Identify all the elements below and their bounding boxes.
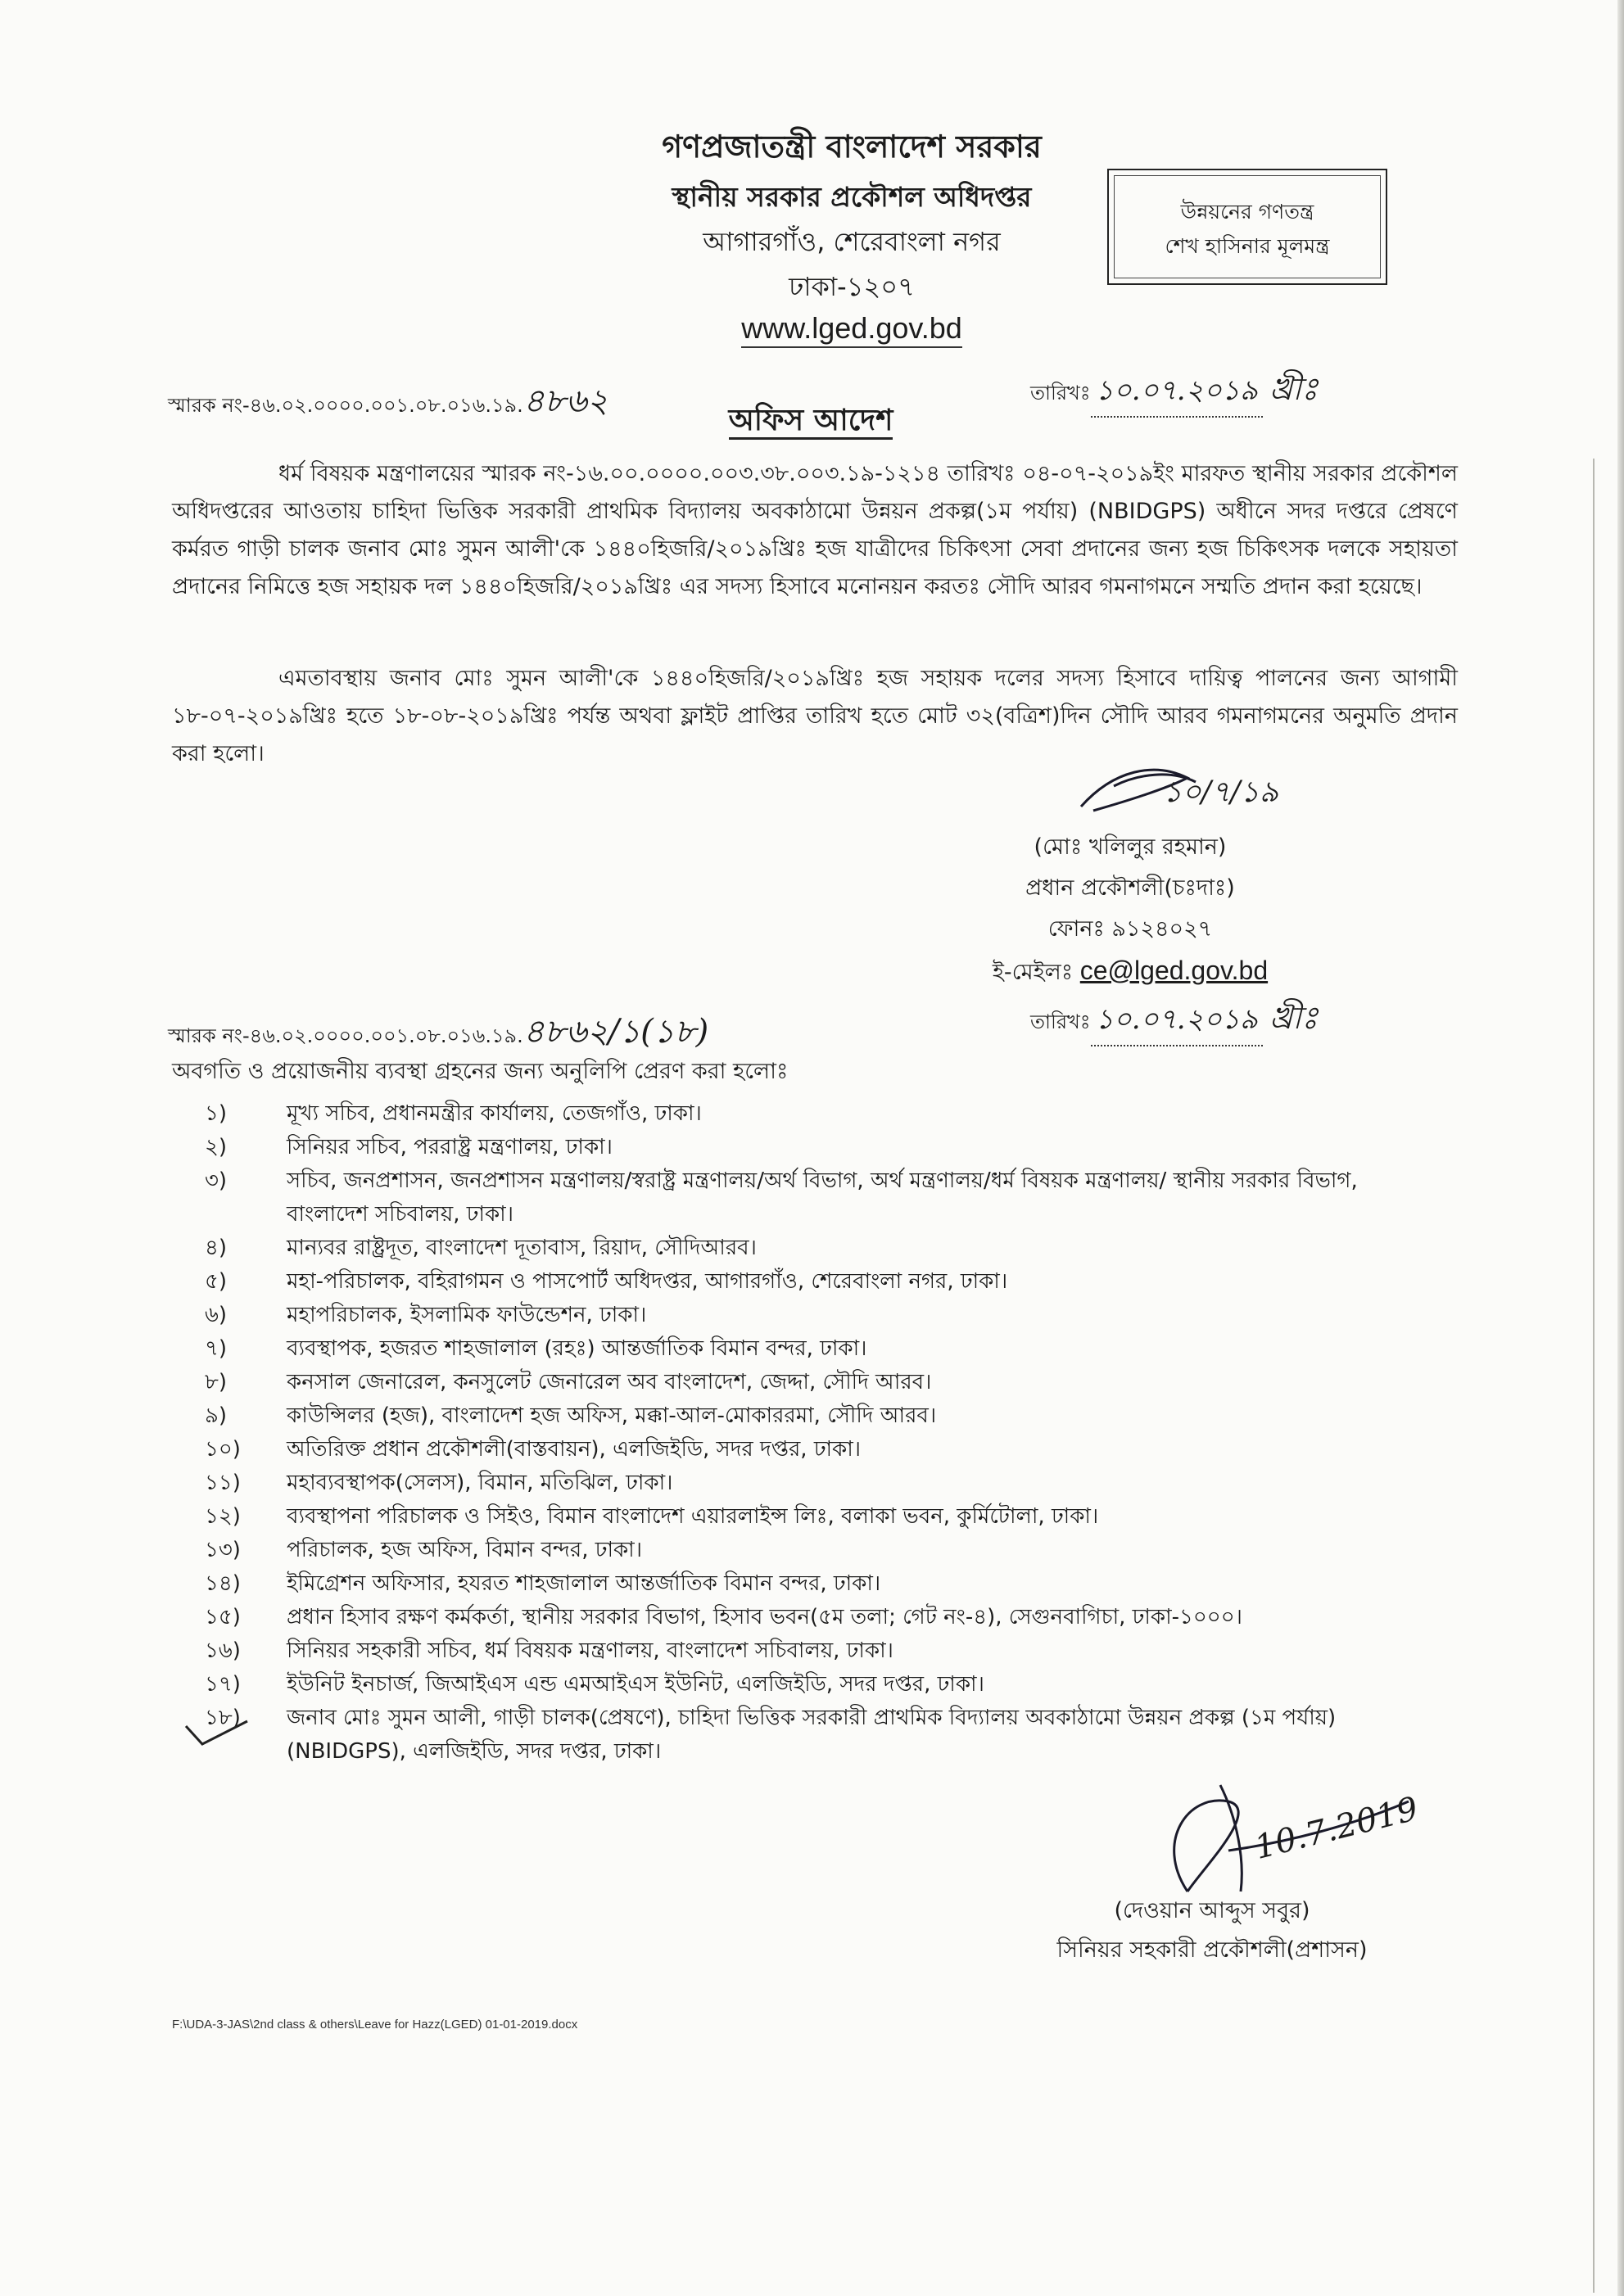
- copy-distribution-list: [197, 1097, 1359, 1769]
- list-item-number: ১): [205, 1101, 228, 1126]
- list-item: [197, 1567, 1359, 1601]
- website-link[interactable]: [442, 311, 1261, 346]
- address-line-2: ঢাকা-১২০৭: [789, 271, 915, 302]
- list-item-number: ১৫): [205, 1605, 241, 1629]
- list-item-text: কনসাল জেনারেল, কনসুলেট জেনারেল অব বাংলাদেশ, জেদ্দা, সৌদি আরব।: [287, 1370, 932, 1394]
- memo-prefix: স্মারক নং-৪৬.০২.০০০০.০০১.০৮.০১৬.১৯.: [168, 1024, 523, 1047]
- signature-block-2: [999, 1891, 1425, 1970]
- file-path-footer: F:\UDA-3-JAS\2nd class & others\Leave for Hazz(LGED) 01-01-2019.docx: [172, 2018, 578, 2032]
- list-item-number: ৮): [205, 1370, 228, 1394]
- list-item-text: সিনিয়র সচিব, পররাষ্ট্র মন্ত্রণালয়, ঢাকা।: [287, 1135, 613, 1159]
- list-item-text: ব্যবস্থাপনা পরিচালক ও সিইও, বিমান বাংলাদেশ এয়ারলাইন্স লিঃ, বলাকা ভবন, কুর্মিটোলা, ঢাকা।: [287, 1504, 1099, 1529]
- list-item-number: ১১): [205, 1471, 241, 1495]
- date-suffix: খ্রীঃ: [1269, 371, 1319, 407]
- order-paragraph-1: [172, 455, 1458, 606]
- memo-number-2: [168, 1006, 708, 1060]
- list-item-number: ৪): [205, 1236, 228, 1260]
- website-text: www.lged.gov.bd: [741, 311, 962, 348]
- signature-block-1: [901, 827, 1359, 993]
- signatory-phone: ফোনঃ ৯১২৪০২৭: [1047, 916, 1213, 942]
- list-item-text: মহা-পরিচালক, বহিরাগমন ও পাসপোর্ট অধিদপ্তর, আগারগাঁও, শেরেবাংলা নগর, ঢাকা।: [287, 1269, 1008, 1294]
- list-item: [197, 1332, 1359, 1366]
- list-item: [197, 1534, 1359, 1567]
- list-item-number: ৭): [205, 1336, 228, 1361]
- slogan-line-1: উন্নয়নের গণতন্ত্র: [1180, 200, 1314, 224]
- list-item: [197, 1702, 1359, 1769]
- list-item-number: ১৪): [205, 1571, 241, 1596]
- scan-edge-shadow: [1617, 0, 1624, 2296]
- signatory-designation-2: সিনিয়র সহকারী প্রকৌশলী(প্রশাসন): [1056, 1937, 1368, 1963]
- handwritten-signature-date: ১০/৭/১৯: [1163, 775, 1279, 809]
- memo-prefix: স্মারক নং-৪৬.০২.০০০০.০০১.০৮.০১৬.১৯.: [168, 394, 523, 417]
- office-order-heading: [524, 398, 1097, 447]
- list-item: [197, 1500, 1359, 1534]
- list-item: [197, 1668, 1359, 1702]
- email-label: ই-মেইলঃ: [992, 960, 1074, 985]
- list-item-text: জনাব মোঃ সুমন আলী, গাড়ী চালক(প্রেষণে), চাহিদা ভিত্তিক সরকারী প্রাথমিক বিদ্যালয় অবকাঠামো উন্নয়ন প্রকল্প (১ম পর্যায়) (NBIDGPS), এলজিইডি, সদর দপ্তর, ঢাকা।: [287, 1706, 1337, 1764]
- list-item-text: পরিচালক, হজ অফিস, বিমান বন্দর, ঢাকা।: [287, 1538, 643, 1562]
- list-item: [197, 1164, 1359, 1232]
- signatory-name-2: (দেওয়ান আব্দুস সবুর): [1114, 1898, 1310, 1923]
- list-item-number: ৯): [205, 1403, 228, 1428]
- list-item: [197, 1265, 1359, 1299]
- list-item-number: ১৩): [205, 1538, 241, 1562]
- handwritten-memo-number: ৪৮৬২/১(১৮): [522, 1013, 709, 1051]
- list-item-text: মহাব্যবস্থাপক(সেলস), বিমান, মতিঝিল, ঢাকা।: [287, 1471, 673, 1495]
- list-item: [197, 1433, 1359, 1467]
- signatory-name-1: (মোঃ খলিলুর রহমান): [1034, 834, 1227, 860]
- paragraph-1-text: ধর্ম বিষয়ক মন্ত্রণালয়ের স্মারক নং-১৬.০০.০০০০.০০৩.৩৮.০০৩.১৯-১২১৪ তারিখঃ ০৪-০৭-২০১৯ইং মারফত স্থানীয় সরকার প্রকৌশল অধিদপ্তরের আওতায় চাহিদা ভিত্তিক সরকারী প্রাথমিক বিদ্যালয় অবকাঠামো উন্নয়ন প্রকল্প(১ম পর্যায়) (NBIDGPS) অধীনে সদর দপ্তরে প্রেষণে কর্মরত গাড়ী চালক জনাব মোঃ সুমন আলী'কে ১৪৪০হিজরি/২০১৯খ্রিঃ হজ যাত্রীদের চিকিৎসা সেবা প্রদানের জন্য হজ চিকিৎসক দলকে সহায়তা প্রদানের নিমিত্তে হজ সহায়ক দল ১৪৪০হিজরি/২০১৯খ্রিঃ এর সদস্য হিসাবে মনোনয়ন করতঃ সৌদি আরব গমনাগমনে সম্মতি প্রদান করা হয়েছে।: [172, 461, 1458, 599]
- list-item-number: ১০): [205, 1437, 241, 1462]
- list-item-number: ২): [205, 1135, 228, 1159]
- date-value: ১০.০৭.২০১৯: [1091, 369, 1263, 418]
- list-item: [197, 1097, 1359, 1131]
- list-item: [197, 1299, 1359, 1332]
- list-item: [197, 1232, 1359, 1265]
- list-item-text: অতিরিক্ত প্রধান প্রকৌশলী(বাস্তবায়ন), এলজিইডি, সদর দপ্তর, ঢাকা।: [287, 1437, 862, 1462]
- list-item-number: ৫): [205, 1269, 228, 1294]
- checkmark-icon: [182, 1718, 256, 1751]
- list-item-text: মান্যবর রাষ্ট্রদূত, বাংলাদেশ দূতাবাস, রিয়াদ, সৌদিআরব।: [287, 1236, 757, 1260]
- email-link[interactable]: ce@lged.gov.bd: [1079, 956, 1269, 985]
- handwritten-signature-date-2: 10.7.2019: [1251, 1790, 1423, 1867]
- list-item-text: ইমিগ্রেশন অফিসার, হযরত শাহজালাল আন্তর্জাতিক বিমান বন্দর, ঢাকা।: [287, 1571, 881, 1596]
- paragraph-2-text: এমতাবস্থায় জনাব মোঃ সুমন আলী'কে ১৪৪০হিজরি/২০১৯খ্রিঃ হজ সহায়ক দলের সদস্য হিসাবে দায়িত্ব পালনের জন্য আগামী ১৮-০৭-২০১৯খ্রিঃ হতে ১৮-০৮-২০১৯খ্রিঃ পর্যন্ত অথবা ফ্লাইট প্রাপ্তির তারিখ হতে মোট ৩২(বত্রিশ)দিন সৌদি আরব গমনাগমনের অনুমতি প্রদান করা হলো।: [172, 666, 1458, 766]
- list-item: [197, 1366, 1359, 1399]
- signatory-email: [901, 950, 1359, 993]
- slogan-box: [1107, 169, 1387, 285]
- list-item-number: ১৮): [205, 1706, 241, 1730]
- handwritten-memo-number: ৪৮৬২: [522, 382, 608, 420]
- list-item-number: ১৬): [205, 1638, 241, 1663]
- date-value: ১০.০৭.২০১৯: [1091, 998, 1263, 1046]
- list-item: [197, 1467, 1359, 1500]
- list-item-text: মূখ্য সচিব, প্রধানমন্ত্রীর কার্যালয়, তেজগাঁও, ঢাকা।: [287, 1101, 702, 1126]
- list-item-number: ৩): [205, 1168, 228, 1193]
- list-item-text: কাউন্সিলর (হজ), বাংলাদেশ হজ অফিস, মক্কা-আল-মোকাররমা, সৌদি আরব।: [287, 1403, 937, 1428]
- date-label: তারিখঃ: [1030, 382, 1091, 405]
- date-suffix: খ্রীঃ: [1269, 1000, 1319, 1036]
- list-item-number: ১৭): [205, 1672, 241, 1697]
- list-item-number: ১২): [205, 1504, 241, 1529]
- list-item: [197, 1634, 1359, 1668]
- memo-date-2: [1030, 994, 1318, 1046]
- slogan-line-2: শেখ হাসিনার মূলমন্ত্র: [1165, 234, 1330, 258]
- list-item-text: ব্যবস্থাপক, হজরত শাহজালাল (রহঃ) আন্তর্জাতিক বিমান বন্দর, ঢাকা।: [287, 1336, 867, 1361]
- list-item: [197, 1131, 1359, 1164]
- signatory-designation-1: প্রধান প্রকৌশলী(চঃদাঃ): [1025, 875, 1235, 901]
- office-order-title: অফিস আদেশ: [729, 404, 893, 440]
- list-item-text: সিনিয়র সহকারী সচিব, ধর্ম বিষয়ক মন্ত্রণালয়, বাংলাদেশ সচিবালয়, ঢাকা।: [287, 1638, 893, 1663]
- list-item-text: ইউনিট ইনচার্জ, জিআইএস এন্ড এমআইএস ইউনিট, এলজিইডি, সদর দপ্তর, ঢাকা।: [287, 1672, 984, 1697]
- government-title: গণপ্রজাতন্ত্রী বাংলাদেশ সরকার: [662, 129, 1042, 165]
- list-item-number: ৬): [205, 1303, 228, 1327]
- list-item-text: সচিব, জনপ্রশাসন, জনপ্রশাসন মন্ত্রণালয়/স্বরাষ্ট্র মন্ত্রণালয়/অর্থ বিভাগ, অর্থ মন্ত্রণালয়/ধর্ম বিষয়ক মন্ত্রণালয়/ স্থানীয় সরকার বিভাগ, বাংলাদেশ সচিবালয়, ঢাকা।: [287, 1168, 1358, 1227]
- scan-edge-line: [1593, 459, 1595, 2293]
- list-item: [197, 1601, 1359, 1634]
- list-item: [197, 1399, 1359, 1433]
- list-item-text: মহাপরিচালক, ইসলামিক ফাউন্ডেশন, ঢাকা।: [287, 1303, 647, 1327]
- copy-distribution-intro: অবগতি ও প্রয়োজনীয় ব্যবস্থা গ্রহনের জন্য অনুলিপি প্রেরণ করা হলোঃ: [172, 1059, 789, 1084]
- department-name: স্থানীয় সরকার প্রকৌশল অধিদপ্তর: [672, 181, 1032, 213]
- date-label: তারিখঃ: [1030, 1010, 1091, 1033]
- address-line-1: আগারগাঁও, শেরেবাংলা নগর: [703, 226, 1001, 257]
- list-item-text: প্রধান হিসাব রক্ষণ কর্মকর্তা, স্থানীয় সরকার বিভাগ, হিসাব ভবন(৫ম তলা; গেট নং-৪), সেগুনবাগিচা, ঢাকা-১০০০।: [287, 1605, 1242, 1629]
